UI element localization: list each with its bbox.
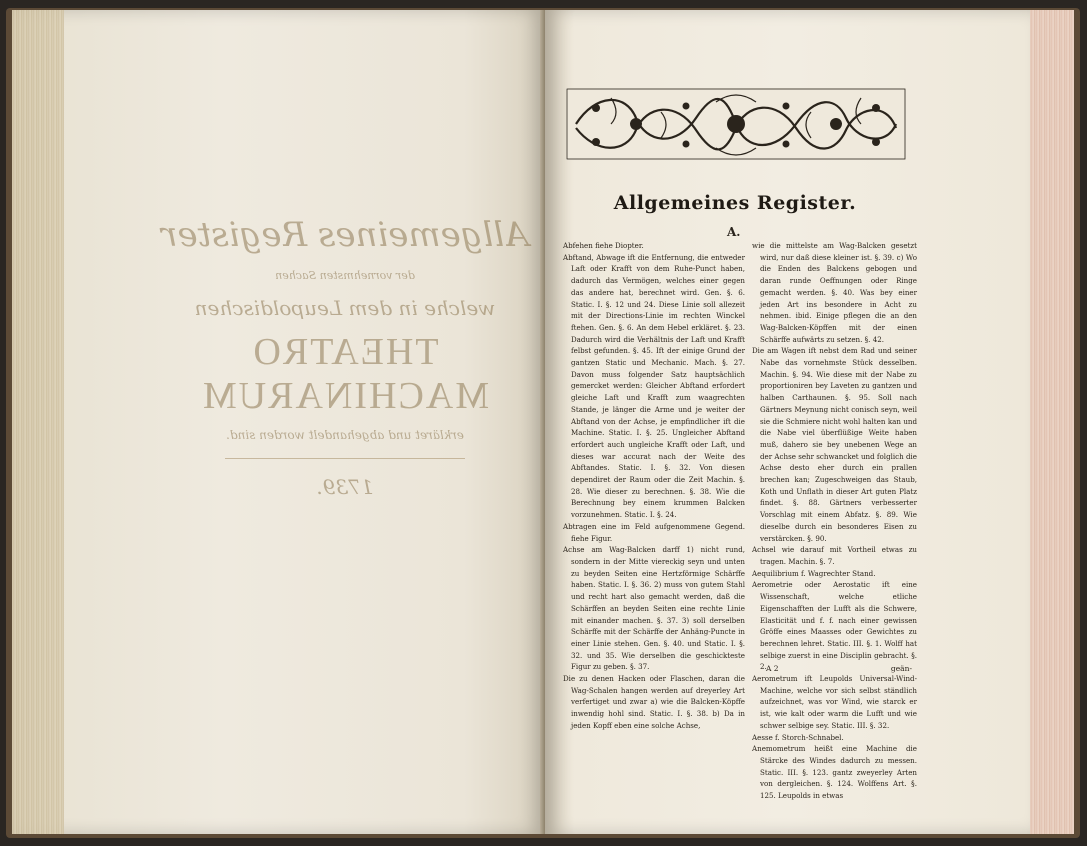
index-entry: Abftand, Abwage ift die Entfernung, die entweder Laft oder Krafft von dem Ruhe-Punct haben, dadurch das Vermögen, welches einer gegen das andere hat, berechnet wird. Gen. §. 6. Static. I. §. 12 und 24. Diese Linie soll allezeit mit der Directions-Linie im rechten Winckel ftehen. Gen. §. 6. An dem Hebel erkläret. §. 23. Dadurch wird die Verhältnis der Laft und Krafft felbst gefunden. §. 45. Ift der einige Grund der gantzen Static und Mechanic. Mach. §. 27. Davon muss folgender Satz hauptsächlich gemercket werden: Gleicher Abftand erfordert gleiche Laft und Krafft zum waagrechten Stande, je länger die Arme und je weiter der Abftand von der Achse, je empfindlicher ift die Machine. Static. I. §. 25. Ungleicher Abftand erfordert auch ungleiche Krafft oder Laft, und dieses war accurat nach der Weite des Abftandes. Static. I. §. 32. Von diesen dependiret der Raum oder die Zeit Machin. §. 28. Wie dieser zu berechnen. §. 38. Wie die Berechnung bey einem krummen Balcken vorzunehmen. Static. I. §. 24. [563, 252, 745, 520]
index-entry: Die am Wagen ift nebst dem Rad und seiner Nabe das vornehmste Stück desselben. Machin. §. 94. Wie diese mit der Nabe zu proportioniren bey Laveten zu gantzen und halben Carthaunen. §. 95. Soll nach Gärtners Meynung nicht conisch seyn, weil sie die Schmiere nicht wohl halten kan und die Nabe viel überflüßige Weite haben muß, dahero sie bey unebenen Wege an der Achse sehr schwancket und folglich die Achse desto eher durch ein prallen brechen kan; Zugeschweigen das Staub, Koth und Unflath in dieser Art guten Platz findet. §. 88. Gärtners verbesserter Vorschlag mit einem Abfatz. §. 89. Wie dieselbe durch ein besonderes Eisen zu verstärcken. §. 90. [752, 346, 917, 543]
index-entry: Abfehen fiehe Diopter. [563, 241, 644, 250]
index-entry: Aesse f. Storch-Schnabel. [752, 732, 844, 742]
bleed-title: Allgemeines Register [161, 215, 529, 255]
index-entry: Achsel wie darauf mit Vortheil etwas zu tragen. Machin. §. 7. [752, 545, 917, 566]
bleed-year: 1739. [316, 475, 374, 499]
index-entry: Aerometrie oder Aerostatic ift eine Wissenschaft, welche etliche Eigenschafften der Lufft als die Schwere, Elasticität und f. f. nach einer gewissen Gröffe eines Maasses oder Gewichtes zu berechnen lehret. Static. III. §. 1. Wolff hat selbige zuerst in eine Disciplin gebracht. §. 2. [752, 580, 917, 672]
index-entry: Aequilibrium f. Wagrechter Stand. [752, 568, 876, 578]
index-column-left [563, 240, 745, 732]
index-entry: Abtragen eine im Feld aufgenommene Gegend. fiehe Figur. [563, 521, 745, 543]
bleed-rule [225, 458, 465, 459]
index-entry: Anemometrum heißt eine Machine die Stärcke des Windes dadurch zu messen. Static. III. §. 123. gantz zweyerley Arten von dergleichen. §. 124. Wolffens Art. §. 125. Leupolds in etwas [752, 744, 917, 801]
index-entry: Achse am Wag-Balcken darff 1) nicht rund, sondern in der Mitte viereckig seyn und unten zu beyden Seiten eine Hertzförmige Schärffe haben. Static. I. §. 36. 2) muss von gutem Stahl und recht hart also gemacht werden, daß die Schärffen an beyden Seiten eine rechte Linie mit einander machen. §. 37. 3) soll derselben Schärffe mit der Schärffe der Anhäng-Puncte in einer Linie stehen. Gen. §. 40. und Static. I. §. 32. und 35. Wie derselben die geschickteste Figur zu geben. §. 37. [563, 545, 745, 672]
index-column-right [752, 240, 917, 802]
ornamental-headpiece-icon [566, 88, 906, 160]
right-page-edges [1030, 10, 1074, 834]
left-page-edges [12, 10, 64, 834]
bleed-line-4: THEATRO MACHINARUM [200, 331, 490, 417]
register-title: Allgemeines Register. [613, 192, 857, 214]
catchword: geän- [890, 664, 912, 673]
bleed-line-2: der vornehmsten Sachen [275, 269, 415, 282]
index-entry: Die zu denen Hacken oder Flaschen, daran die Wag-Schalen hangen werden auf dreyerley Art verfertiget und zwar a) wie die Balcken-Köpffe inwendig hohl sind. Static. I. §. 38. b) Da in jeden Kopff eben eine solche Achse, [563, 674, 745, 730]
section-letter: A. [727, 225, 741, 239]
index-entry: Aerometrum ift Leupolds Universal-Wind-Machine, welche vor sich selbst ständlich aufzeichnet, was vor Wind, wie starck er ist, wie kalt oder warm die Lufft und wie schwer selbige sey. Static. III. §. 32. [752, 674, 917, 730]
bleed-line-3: welche in dem Leupoldischen [194, 296, 496, 320]
bleed-through-title-page [150, 215, 540, 499]
index-entry: wie die mittelste am Wag-Balcken gesetzt wird, nur daß diese kleiner ist. §. 39. c) Wo die Enden des Balckens gebogen und daran runde Oeffnungen oder Ringe gemacht werden. §. 40. Was bey einer jeden Art ins besondere in Acht zu nehmen. ibid. Einige pflegen die an den Wag-Balcken-Köpffen mit der einen Schärffe aufwärts zu setzen. §. 42. [752, 241, 917, 344]
signature-mark: A 2 [766, 664, 779, 673]
bleed-line-5: erkläret und abgehandelt worden sind. [226, 428, 464, 442]
